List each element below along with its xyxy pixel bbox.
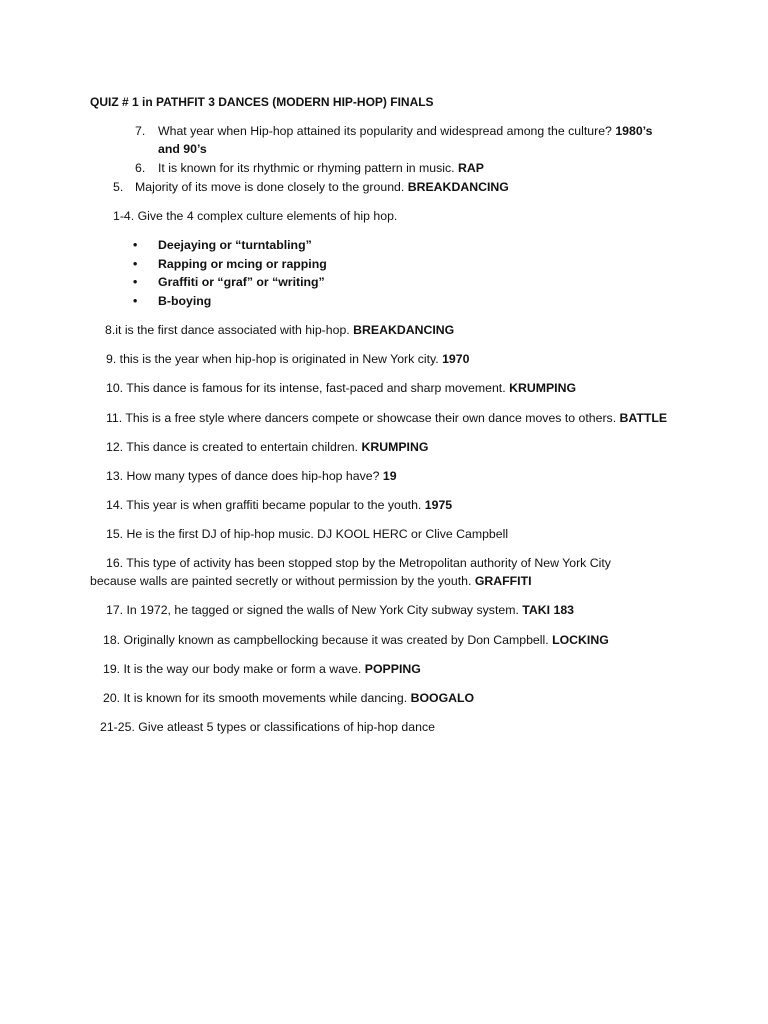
question-text: What year when Hip-hop attained its popularity and widespread among the culture? <box>158 124 612 138</box>
bullet-icon: • <box>133 275 138 290</box>
question-text: 14. This year is when graffiti became popular to the youth. <box>106 498 422 512</box>
question-text: 17. In 1972, he tagged or signed the walls of New York City subway system. <box>106 603 519 617</box>
answer: 1970 <box>442 352 470 366</box>
question-15: 15. He is the first DJ of hip-hop music. DJ KOOL HERC or Clive Campbell <box>106 527 509 541</box>
question-text: 10. This dance is famous for its intense, fast-paced and sharp movement. <box>106 381 506 395</box>
answer: BREAKDANCING <box>407 180 509 194</box>
question-16: 16. This type of activity has been stopped stop by the Metropolitan authority of New York City <box>106 556 611 570</box>
answer: 1980’s <box>615 124 653 138</box>
question-text: 18. Originally known as campbellocking because it was created by Don Campbell. <box>103 633 549 647</box>
question-10 <box>106 379 576 397</box>
answer: LOCKING <box>552 633 609 647</box>
answer: BATTLE <box>619 411 668 425</box>
question-text: 20. It is known for its smooth movements while dancing. <box>103 691 408 705</box>
question-text: 12. This dance is created to entertain children. <box>106 440 359 454</box>
question-20 <box>103 689 474 707</box>
bullet-icon: • <box>133 294 138 309</box>
answer: RAP <box>458 161 484 175</box>
answer: KRUMPING <box>509 381 577 395</box>
question-text: 9. this is the year when hip-hop is originated in New York city. <box>106 352 439 366</box>
question-number: 6. <box>135 161 146 175</box>
question-12 <box>106 438 428 456</box>
question-7-answer-continued: and 90’s <box>158 142 207 156</box>
question-16-continued <box>90 572 532 590</box>
list-item: • B-boying <box>133 292 327 311</box>
question-text: 13. How many types of dance does hip-hop have? <box>106 469 380 483</box>
answer: KRUMPING <box>361 440 429 454</box>
question-21-25: 21-25. Give atleast 5 types or classifications of hip-hop dance <box>100 720 435 734</box>
list-item: • Deejaying or “turntabling” <box>133 236 327 255</box>
question-14 <box>106 496 452 514</box>
question-19 <box>103 660 421 678</box>
question-number: 7. <box>135 124 146 138</box>
question-text: 19. It is the way our body make or form a wave. <box>103 662 362 676</box>
question-1-4: 1-4. Give the 4 complex culture elements of hip hop. <box>113 209 398 223</box>
question-9 <box>106 350 469 368</box>
bullet-icon: • <box>133 256 138 271</box>
answer: BOOGALO <box>410 691 475 705</box>
question-text: 8.it is the first dance associated with hip-hop. <box>105 323 350 337</box>
answer: GRAFFITI <box>474 574 532 588</box>
question-8 <box>105 321 454 339</box>
question-text: 11. This is a free style where dancers compete or showcase their own dance moves to others. <box>106 411 617 425</box>
bullet-icon: • <box>133 238 138 252</box>
question-11 <box>106 409 667 427</box>
question-7 <box>135 122 652 140</box>
question-13 <box>106 467 397 485</box>
list-item: • Rapping or mcing or rapping <box>133 255 327 274</box>
question-number: 5. <box>113 180 124 194</box>
answer: POPPING <box>364 662 421 676</box>
answer: TAKI 183 <box>522 603 574 617</box>
question-17 <box>106 601 574 619</box>
culture-elements-list <box>133 236 327 311</box>
answer: BREAKDANCING <box>353 323 455 337</box>
question-text: Majority of its move is done closely to the ground. <box>135 180 405 194</box>
question-6 <box>135 159 484 177</box>
list-item: • Graffiti or “graf” or “writing” <box>133 273 327 292</box>
question-text: because walls are painted secretly or without permission by the youth. <box>90 574 472 588</box>
question-18 <box>103 631 609 649</box>
question-5 <box>113 178 509 196</box>
answer: 1975 <box>424 498 453 512</box>
quiz-title: QUIZ # 1 in PATHFIT 3 DANCES (MODERN HIP-HOP) FINALS <box>90 95 434 109</box>
answer: 19 <box>382 469 397 483</box>
question-text: It is known for its rhythmic or rhyming pattern in music. <box>158 161 455 175</box>
